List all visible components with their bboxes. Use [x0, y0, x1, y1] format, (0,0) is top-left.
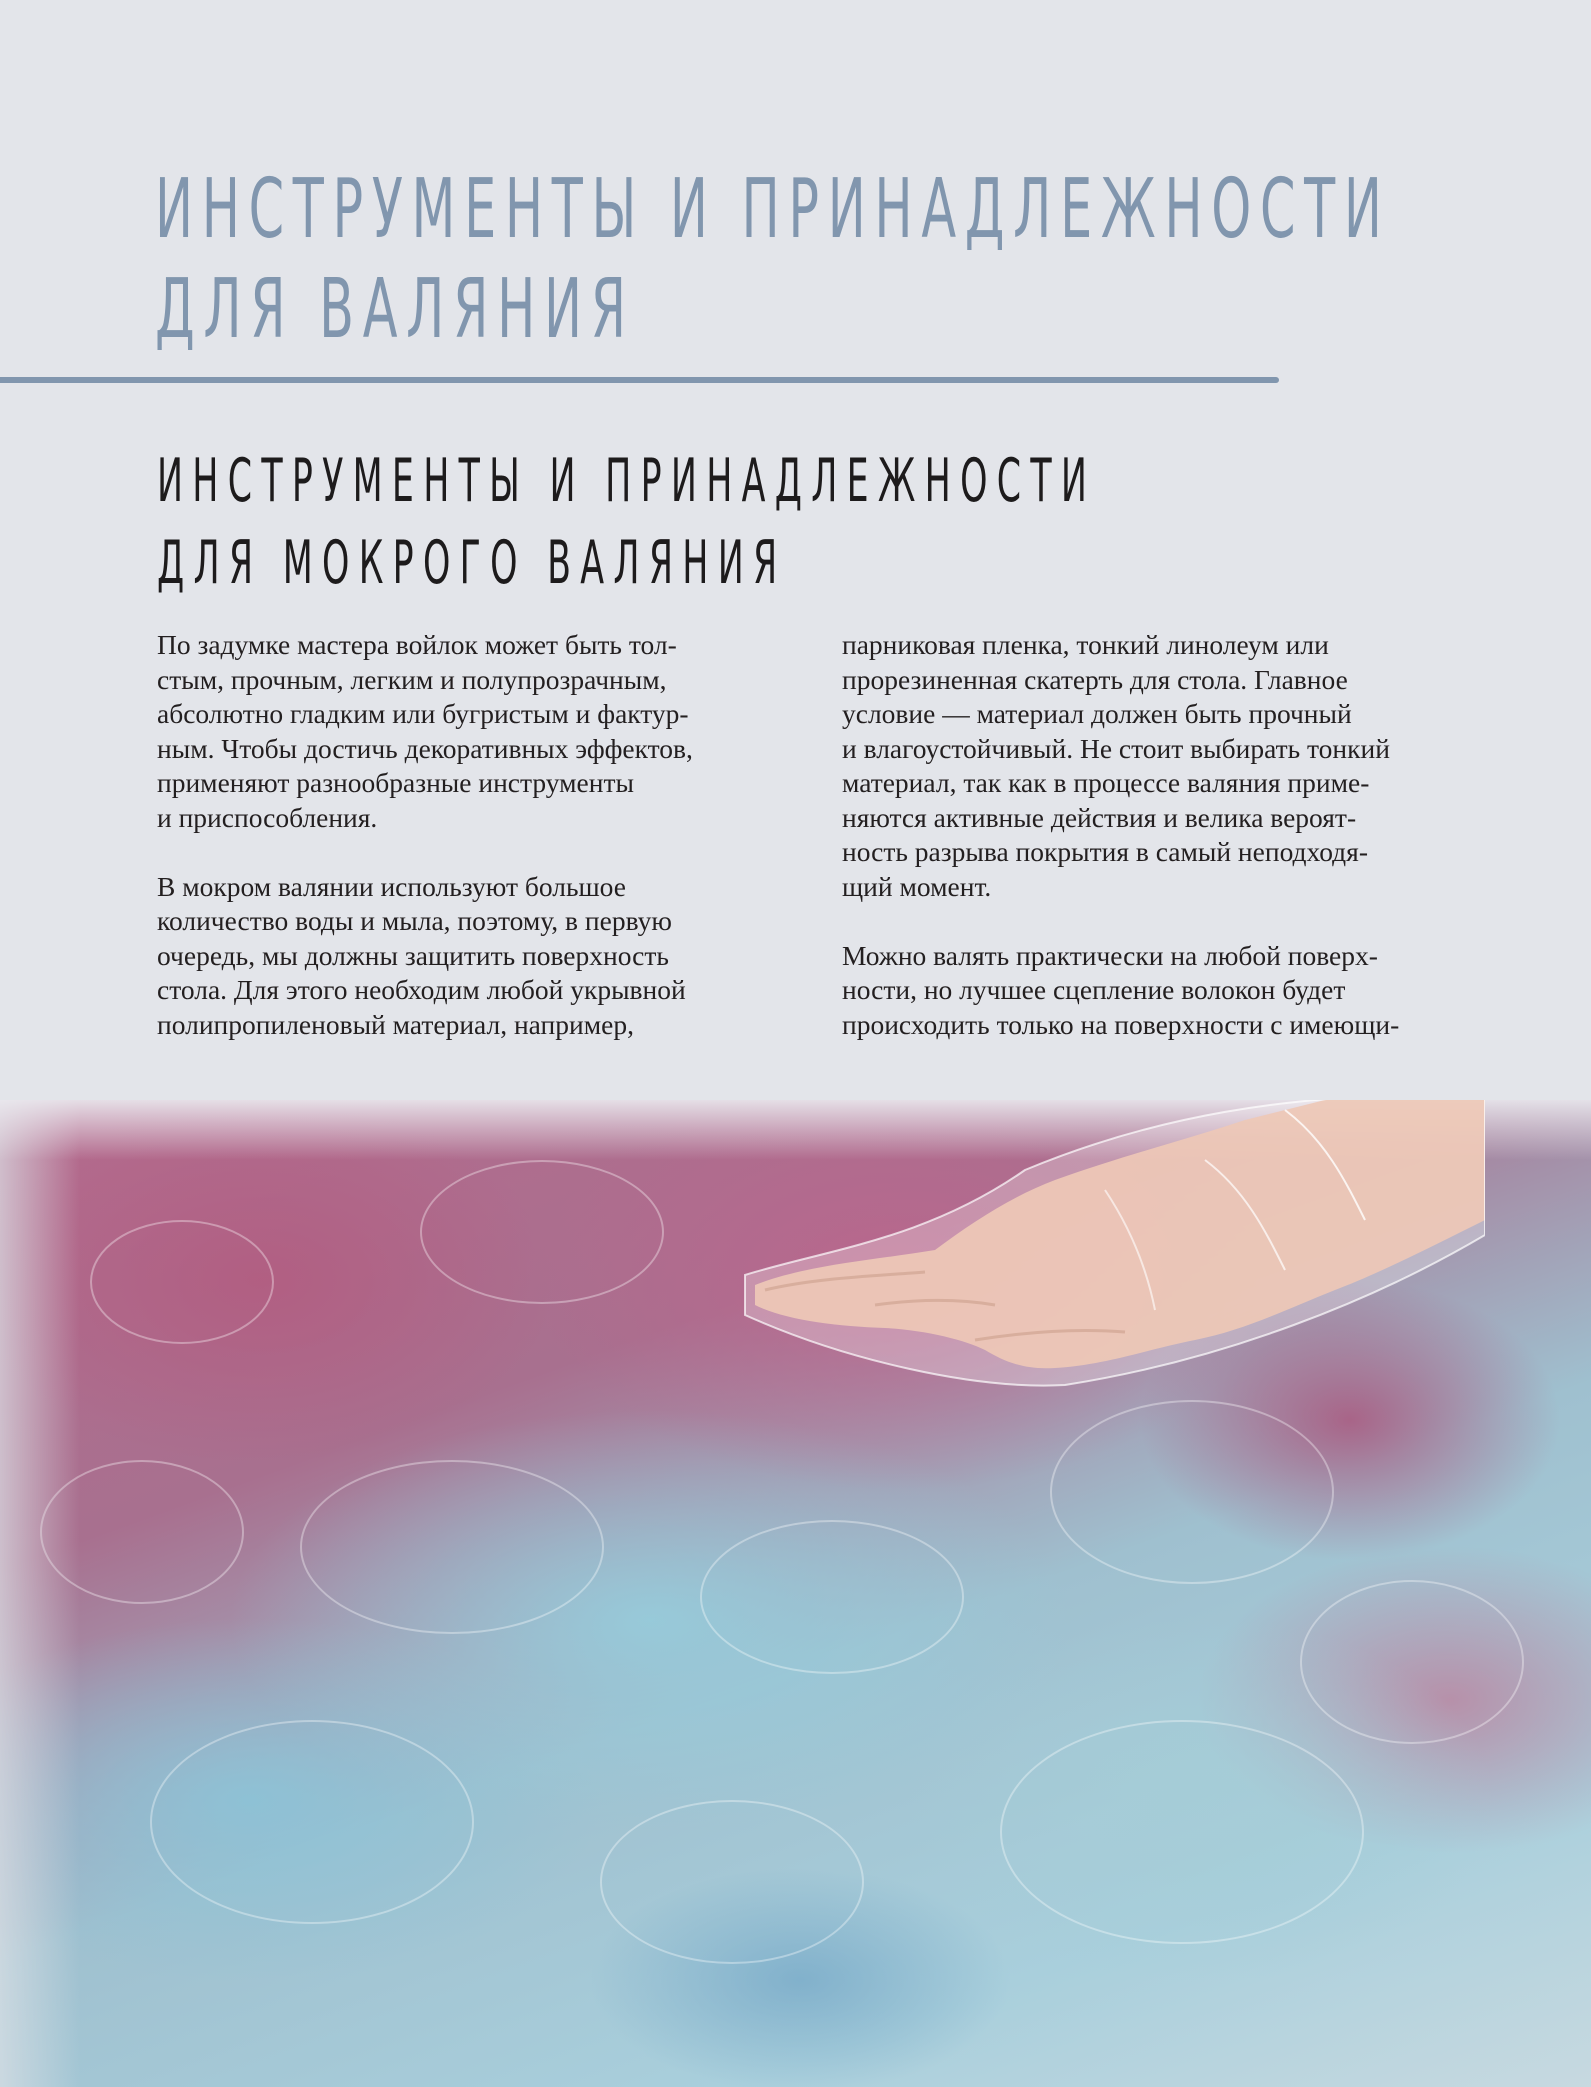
section-title-line-1: ИНСТРУМЕНТЫ И ПРИНАДЛЕЖНОСТИ — [157, 446, 1097, 516]
gloved-hand-image — [725, 1100, 1485, 1430]
title-divider — [0, 377, 1279, 383]
paragraph-left-2: В мокром валянии используют большое количество воды и мыла, поэтому, в первую очередь, мы должны защитить поверхность стола. Для этого необходим любой укрывной полипропиленовый материал, например, — [157, 870, 686, 1040]
text-column-right — [842, 628, 1482, 1077]
chapter-title-line-1: ИНСТРУМЕНТЫ И ПРИНАДЛЕЖНОСТИ — [155, 162, 1391, 257]
felting-photo — [0, 1100, 1591, 2087]
chapter-title — [155, 160, 1391, 360]
section-title-line-2: ДЛЯ МОКРОГО ВАЛЯНИЯ — [157, 528, 787, 598]
section-title — [157, 440, 1096, 604]
paragraph-left-1: По задумке мастера войлок может быть тол- стым, прочным, легким и полупрозрачным, абсолютно гладким или бугристым и фактур- ным. Чтобы достичь декоративных эффектов, применяют разнообразные инструменты и приспособления. — [157, 629, 693, 833]
text-column-left — [157, 628, 797, 1077]
chapter-title-line-2: ДЛЯ ВАЛЯНИЯ — [155, 262, 635, 357]
paragraph-right-1: парниковая пленка, тонкий линолеум или прорезиненная скатерть для стола. Главное условие — материал должен быть прочный и влагоустойчивый. Не стоит выбирать тонкий материал, так как в процессе валяния приме- няются активные действия и велика вероят- ность разрыва покрытия в самый неподходя- щий момент. — [842, 629, 1390, 902]
paragraph-right-2: Можно валять практически на любой поверх- ности, но лучшее сцепление волокон будет происходить только на поверхности с имеющи- — [842, 939, 1400, 1040]
